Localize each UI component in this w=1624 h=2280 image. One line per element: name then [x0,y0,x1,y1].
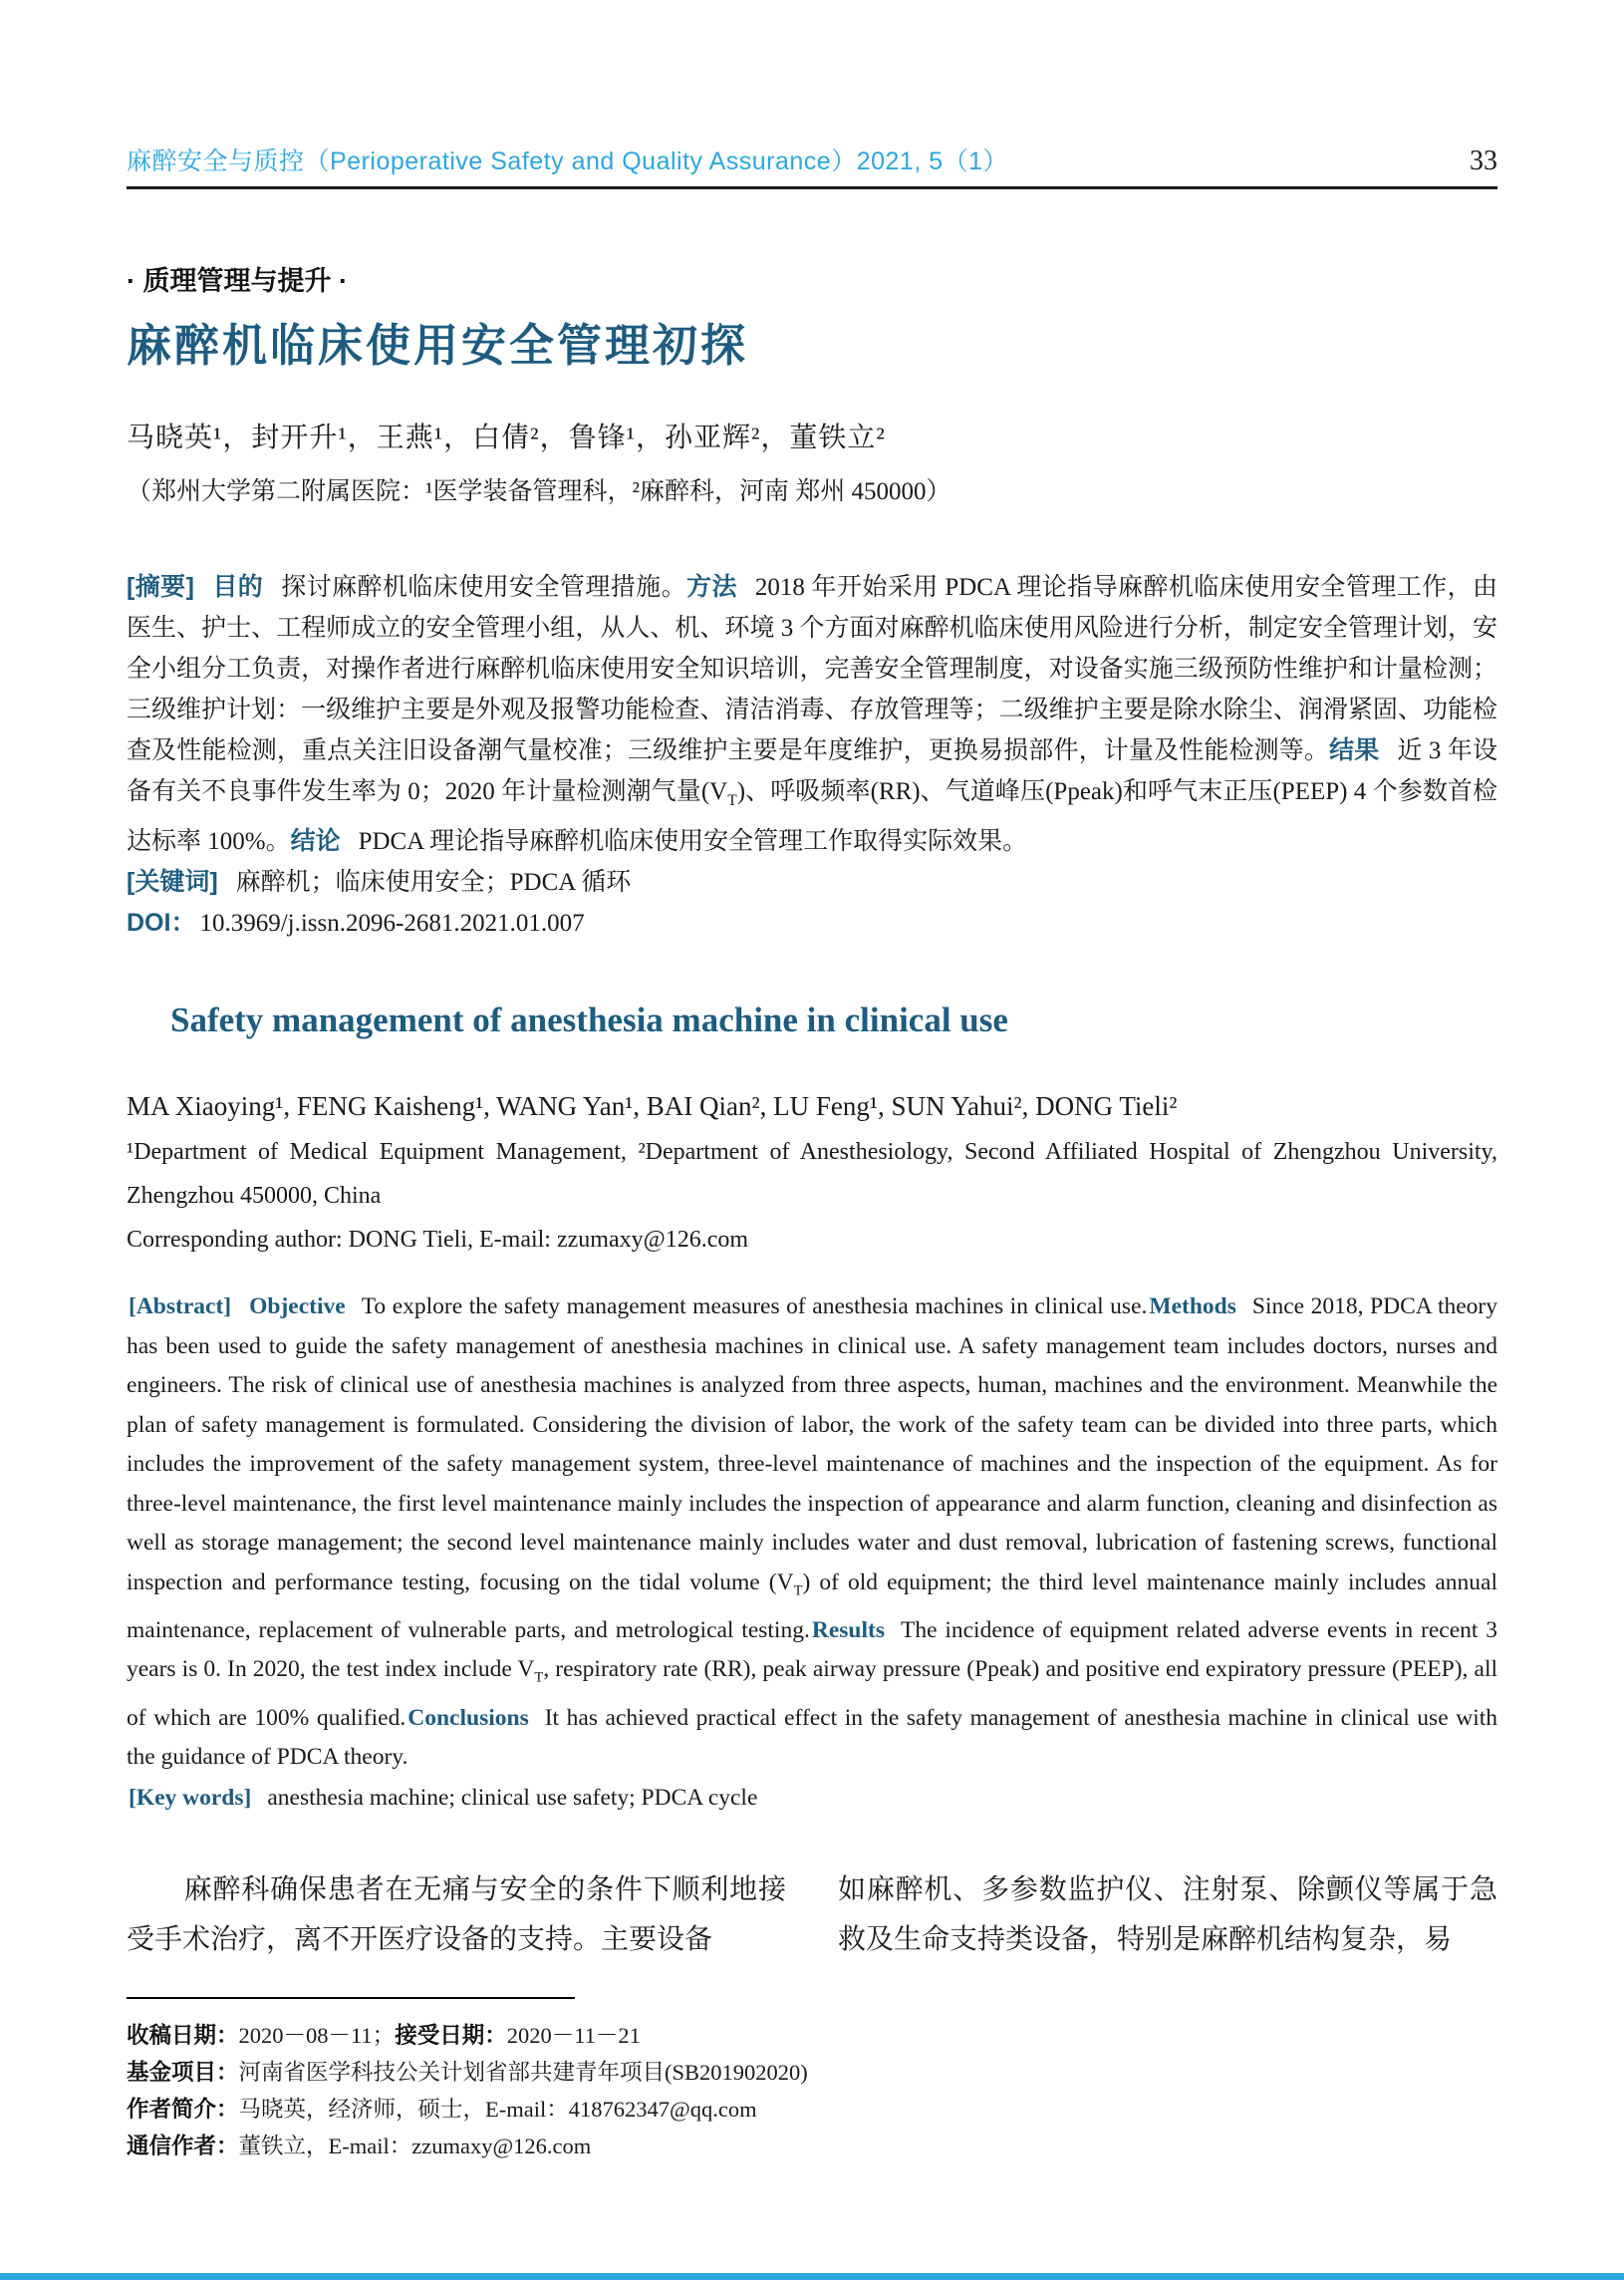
abstract-label-en: [Abstract] [129,1293,232,1320]
keywords-text-cn: 麻醉机；临床使用安全；PDCA 循环 [235,869,632,897]
authors-en: MA Xiaoying¹, FENG Kaisheng¹, WANG Yan¹, BAI Qian², LU Feng¹, SUN Yahui², DONG Tieli² [127,1090,1178,1121]
author-bio-value: 马晓英，经济师，硕士，E-mail：418762347@qq.com [238,2096,757,2122]
header-rule [127,186,1497,189]
page-number: 33 [1470,145,1497,176]
author-bio-label: 作者简介： [127,2096,239,2122]
objective-label-cn: 目的 [211,573,264,602]
tidal-volume-subscript-en-1: T [793,1582,803,1599]
results-text-cn-1: 近 3 年设备有关不良事件发生率为 0；2020 年计量检测潮气量(V [127,737,1497,806]
received-date-label: 收稿日期： [127,2022,239,2048]
authors-cn: 马晓英¹，封开升¹，王燕¹，白倩²，鲁锋¹，孙亚辉²，董铁立² [127,423,886,454]
body-right-column: 如麻醉机、多参数监护仪、注射泵、除颤仪等属于急救及生命支持类设备，特别是麻醉机结构复杂，易 [838,1873,1497,1955]
methods-text-en-1: Since 2018, PDCA theory has been used to guide the safety management of anesthesia machines in clinical use. A safety management team includes doctors, nurses and engineers. The risk of clinical use of anesthesia machines is analyzed from three aspects, human, machines and the environment. Meanwhile the plan of safety management is formulated. Considering the division of labor, the work of the safety team can be divided into three parts, which includes the improvement of the safety management system, three-level maintenance of machines and the inspection of the equipment. As for three-level maintenance, the first level maintenance mainly includes the inspection of appearance and alarm function, cleaning and disinfection as well as storage management; the second level maintenance mainly includes water and dust removal, lubrication of fastening screws, functional inspection and performance testing, focusing on the tidal volume (V [127,1293,1497,1595]
footnote-author-bio [127,2091,1497,2128]
tidal-volume-subscript-cn: T [727,792,737,810]
corresponding-label: 通信作者： [127,2133,239,2158]
keywords-label-cn: [关键词] [127,868,218,897]
keywords-label-en: [Key words] [129,1784,252,1811]
objective-text-cn: 探讨麻醉机临床使用安全管理措施。 [281,574,687,602]
doi-line [127,903,1497,944]
footnotes [127,2017,1497,2164]
article-title-cn: 麻醉机临床使用安全管理初探 [127,321,749,371]
objective-label-en: Objective [249,1293,346,1320]
body-columns [127,1865,1497,1965]
footnote-rule [127,1997,575,1999]
accepted-date-label: 接受日期： [395,2022,507,2048]
article-title-en: Safety management of anesthesia machine in clinical use [170,1000,1008,1040]
methods-text-en-2: ) of old equipment; the third level maintenance mainly includes annual maintenance, replacement of vulnerable parts, and metrological testing. [127,1568,1497,1643]
results-label-cn: 结果 [1329,736,1380,765]
methods-text-cn: 2018 年开始采用 PDCA 理论指导麻醉机临床使用安全管理工作，由医生、护士、工程师成立的安全管理小组，从人、机、环境 3 个方面对麻醉机临床使用风险进行分析，制定安全管理计划，安全小组分工负责，对操作者进行麻醉机临床使用安全知识培训，完善安全管理制度，对设备实施三级预防性维护和计量检测；三级维护计划：一级维护主要是外观及报警功能检查、清洁消毒、存放管理等；二级维护主要是除水除尘、润滑紧固、功能检查及性能检测，重点关注旧设备潮气量校准；三级维护主要是年度维护，更换易损部件，计量及性能检测等。 [127,574,1497,765]
methods-label-cn: 方法 [686,573,737,602]
affiliation-en: ¹Department of Medical Equipment Management, ²Department of Anesthesiology, Second Affiliated Hospital of Zhengzhou University, Zhengzhou 450000, China [127,1139,1497,1210]
footnote-dates [127,2017,1497,2054]
fund-label: 基金项目： [127,2059,239,2085]
affiliation-cn: （郑州大学第二附属医院：¹医学装备管理科，²麻醉科，河南 郑州 450000） [127,478,951,506]
journal-title: 麻醉安全与质控（Perioperative Safety and Quality Assurance）2021, 5（1） [127,147,1009,175]
footnote-fund [127,2054,1497,2091]
methods-label-en: Methods [1149,1293,1236,1320]
page-header [127,0,1497,177]
accepted-date-value: 2020－11－21 [506,2022,641,2048]
results-label-en: Results [811,1616,885,1643]
bottom-accent-bar [0,2273,1624,2280]
section-marker: · 质理管理与提升 · [127,266,348,296]
abstract-cn [127,567,1497,862]
footnote-corresponding [127,2128,1497,2164]
tidal-volume-subscript-en-2: T [534,1670,544,1687]
results-text-en-1: The incidence of equipment related adverse events in recent 3 years is 0. In 2020, the test index include V [127,1616,1497,1683]
keywords-en [127,1778,1497,1818]
doi-value: 10.3969/j.issn.2096-2681.2021.01.007 [199,910,585,938]
results-text-en-2: , respiratory rate (RR), peak airway pressure (Ppeak) and positive end expiratory pressure (PEEP), all of which are 100% qualified. [127,1656,1497,1731]
corresponding-value: 董铁立，E-mail：zzumaxy@126.com [238,2133,592,2158]
abstract-en [127,1287,1497,1777]
conclusion-label-cn: 结论 [290,827,341,856]
keywords-cn [127,862,1497,903]
corresponding-author-en: Corresponding author: DONG Tieli, E-mail: zzumaxy@126.com [127,1227,749,1254]
keywords-text-en: anesthesia machine; clinical use safety; PDCA cycle [267,1784,758,1811]
abstract-label-cn: [摘要] [127,573,194,602]
results-text-cn-2: )、呼吸频率(RR)、气道峰压(Ppeak)和呼气末正压(PEEP) 4 个参数首检达标率 100%。 [127,778,1498,856]
conclusions-label-en: Conclusions [407,1704,529,1731]
doi-label: DOI： [127,909,196,938]
conclusions-text-en: It has achieved practical effect in the safety management of anesthesia machine in clinical use with the guidance of PDCA theory. [127,1704,1497,1771]
body-left-column: 麻醉科确保患者在无痛与安全的条件下顺利地接受手术治疗，离不开医疗设备的支持。主要设备 [127,1873,786,1955]
objective-text-en: To explore the safety management measures of anesthesia machines in clinical use. [361,1293,1148,1320]
conclusion-text-cn: PDCA 理论指导麻醉机临床使用安全管理工作取得实际效果。 [358,828,1028,856]
fund-value: 河南省医学科技公关计划省部共建青年项目(SB201902020) [238,2059,808,2085]
received-date-value: 2020－08－11； [238,2022,396,2048]
